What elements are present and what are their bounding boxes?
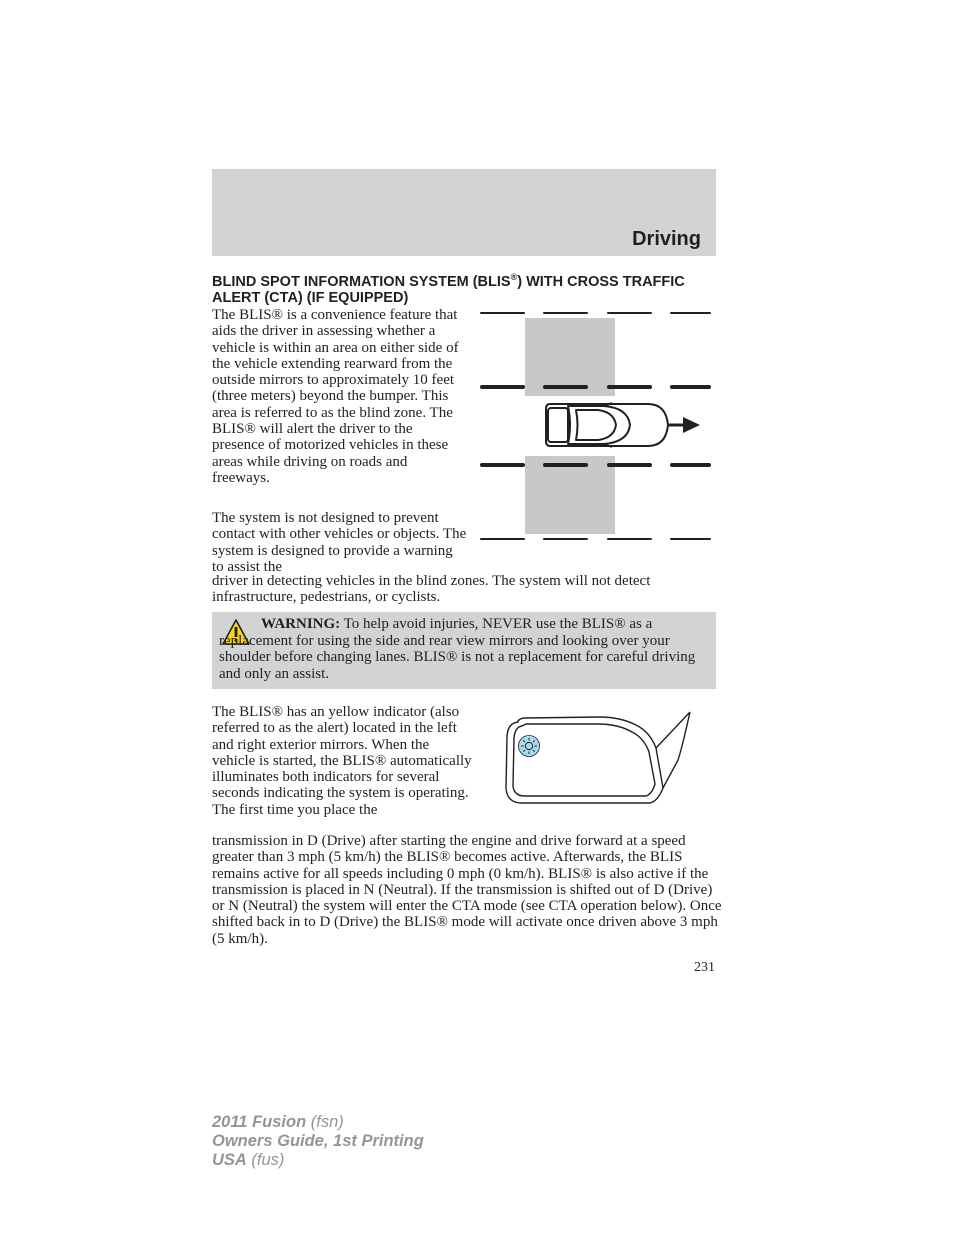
- warning-box: [212, 612, 716, 689]
- exterior-mirror-illustration: [500, 708, 696, 808]
- blind-zone-diagram: [478, 305, 716, 545]
- heading-registered-mark: ®: [510, 272, 518, 282]
- paragraph-blis-intro: The BLIS® is a convenience feature that aids the driver in assessing whether a vehicle is within an area on either side of the vehicle extending rearward from the outside mirrors to approximately 10 feet (three meters) beyond the bumper. This area is referred to as the blind zone. The BLIS® will alert the driver to the presence of motorized vehicles in these areas while driving on roads and freeways.: [212, 307, 459, 486]
- warning-body: To help avoid injuries, NEVER use the BLIS® as a replacement for using the side and rear view mirrors and looking over your shoulder before changing lanes. BLIS® is not a replacement for careful driving and only an assist.: [219, 616, 696, 682]
- footer-market-code: (fus): [246, 1151, 285, 1169]
- direction-arrow-icon: [668, 417, 700, 433]
- section-title: Driving: [632, 228, 701, 250]
- car-top-view-icon: [546, 403, 668, 447]
- section-heading: [212, 269, 716, 306]
- footer-model-line: [212, 1113, 424, 1132]
- footer-model-code: (fsn): [306, 1113, 344, 1131]
- footer-market: USA: [212, 1151, 247, 1169]
- blis-indicator-icon: [519, 736, 540, 757]
- mirror-glass-outline: [513, 724, 655, 796]
- heading-text-part1: BLIND SPOT INFORMATION SYSTEM (BLIS: [212, 273, 511, 290]
- blind-zone-left: [525, 318, 615, 396]
- blind-zone-right: [525, 456, 615, 534]
- section-header-band: [212, 169, 716, 256]
- paragraph-system-limits-part2: driver in detecting vehicles in the blind zones. The system will not detect infrastructure, pedestrians, or cyclists.: [212, 573, 651, 606]
- footer-model: 2011 Fusion: [212, 1113, 307, 1131]
- paragraph-indicator-part1: The BLIS® has an yellow indicator (also referred to as the alert) located in the left and right exterior mirrors. When the vehicle is started, the BLIS® automatically illuminates both indicators for several seconds indicating the system is operating. The first time you place the: [212, 704, 472, 818]
- page-number: 231: [694, 960, 715, 975]
- paragraph-indicator-part2: transmission in D (Drive) after starting the engine and drive forward at a speed greater than 3 mph (5 km/h) the BLIS® becomes active. Afterwards, the BLIS remains active for all speeds including 0 mph (0 km/h). BLIS® is also active if the transmission is placed in N (Neutral). If the transmission is shifted out of D (Drive) or N (Neutral) the system will enter the CTA mode (see CTA operation below). Once shifted back in to D (Drive) the BLIS® mode will activate once driven above 3 mph (5 km/h).: [212, 833, 722, 947]
- warning-label: WARNING:: [261, 616, 341, 632]
- mirror-housing-outline: [506, 717, 663, 803]
- warning-message: [219, 616, 707, 682]
- heading-text-part2: ) WITH CROSS TRAFFIC ALERT (CTA) (IF EQUIPPED): [212, 273, 685, 306]
- footer-guide-line: Owners Guide, 1st Printing: [212, 1132, 424, 1150]
- document-footer: [212, 1113, 424, 1170]
- paragraph-system-limits-part1: The system is not designed to prevent contact with other vehicles or objects. The system is designed to provide a warning to assist the: [212, 510, 467, 575]
- footer-market-line: [212, 1151, 424, 1170]
